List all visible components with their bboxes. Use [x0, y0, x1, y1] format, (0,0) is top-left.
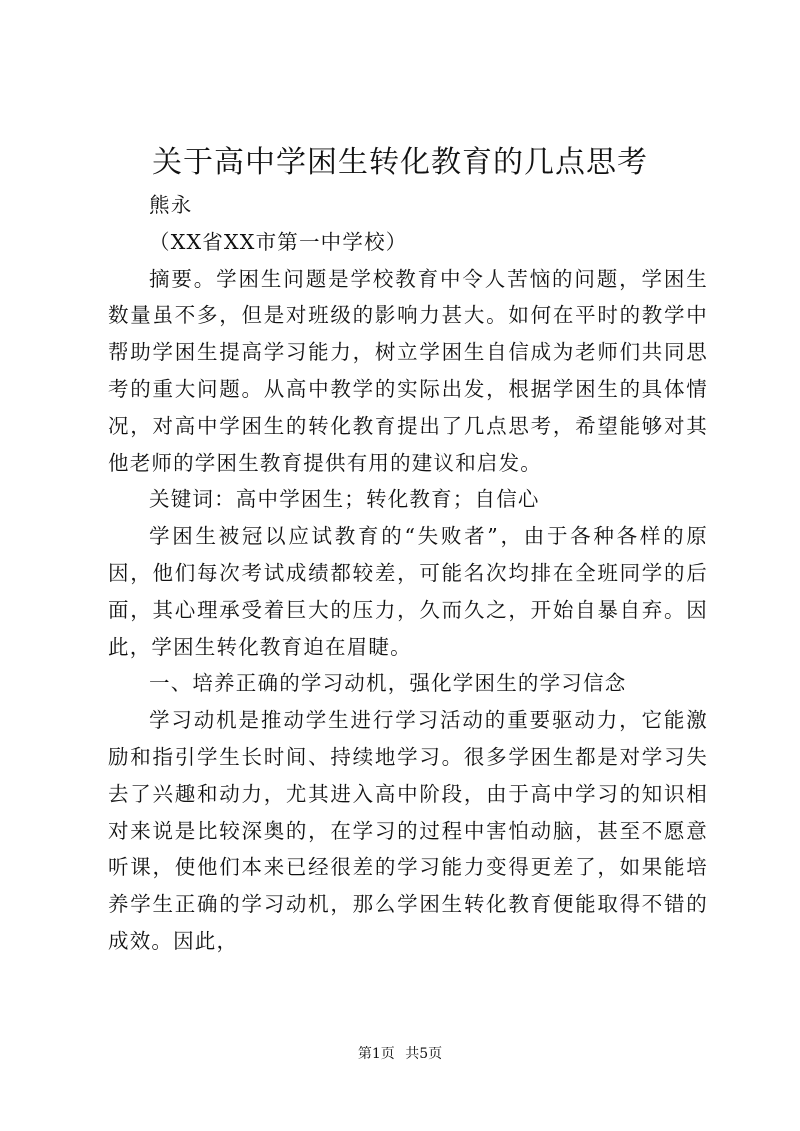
- section-heading-1: 一、培养正确的学习动机，强化学困生的学习信念: [149, 671, 627, 696]
- intro-paragraph: 学困生被冠以应试教育的“失败者”，由于各种各样的原因，他们每次考试成绩都较差，可能名次均排在全班同学的后面，其心理承受着巨大的压力，久而久之，开始自暴自弃。因此，学困生转化教育迫在眉睫。: [108, 524, 708, 659]
- document-title: 关于高中学困生转化教育的几点思考: [152, 145, 648, 180]
- page-total: 共5页: [405, 1046, 443, 1062]
- author-line: 熊永: [149, 193, 193, 217]
- keywords-line: 关键词：高中学困生；转化教育；自信心: [149, 487, 540, 512]
- page-number: 第1页: [357, 1046, 395, 1062]
- page-footer: [0, 1044, 800, 1064]
- abstract-paragraph: 摘要。学困生问题是学校教育中令人苦恼的问题，学困生数量虽不多，但是对班级的影响力甚大。如何在平时的教学中帮助学困生提高学习能力，树立学困生自信成为老师们共同思考的重大问题。从高中教学的实际出发，根据学困生的具体情况，对高中学困生的转化教育提出了几点思考，希望能够对其他老师的学困生教育提供有用的建议和启发。: [108, 266, 708, 475]
- document-body: [108, 187, 708, 960]
- section-paragraph-1: 学习动机是推动学生进行学习活动的重要驱动力，它能激励和指引学生长时间、持续地学习。很多学困生都是对学习失去了兴趣和动力，尤其进入高中阶段，由于高中学习的知识相对来说是比较深奥的，在学习的过程中害怕动脑，甚至不愿意听课，使他们本来已经很差的学习能力变得更差了，如果能培养学生正确的学习动机，那么学困生转化教育便能取得不错的成效。因此，: [108, 708, 708, 953]
- affiliation-line: （XX省XX市第一中学校）: [149, 229, 408, 254]
